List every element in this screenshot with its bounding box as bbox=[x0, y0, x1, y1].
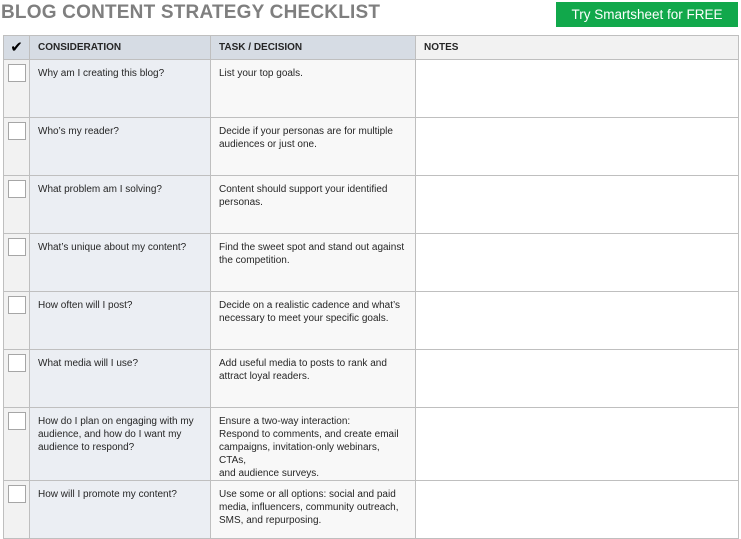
row-checkbox[interactable] bbox=[8, 122, 26, 140]
header-row bbox=[4, 36, 739, 60]
notes-cell[interactable] bbox=[416, 60, 738, 67]
table-row bbox=[4, 350, 739, 408]
table-row bbox=[4, 118, 739, 176]
row-checkbox[interactable] bbox=[8, 485, 26, 503]
task-cell: Decide if your personas are for multiple audiences or just one. bbox=[219, 126, 393, 150]
checklist-table bbox=[3, 35, 739, 539]
table-row bbox=[4, 176, 739, 234]
consideration-header: CONSIDERATION bbox=[30, 36, 211, 60]
consideration-cell: Who’s my reader? bbox=[38, 126, 119, 137]
check-column-header bbox=[4, 36, 30, 60]
consideration-cell: How do I plan on engaging with my audience, and how do I want my audience to respond? bbox=[38, 416, 194, 453]
row-checkbox[interactable] bbox=[8, 354, 26, 372]
consideration-cell: What’s unique about my content? bbox=[38, 242, 187, 253]
checkmark-icon: ✔ bbox=[10, 38, 23, 56]
row-checkbox[interactable] bbox=[8, 64, 26, 82]
notes-cell[interactable] bbox=[416, 408, 738, 415]
consideration-cell: What media will I use? bbox=[38, 358, 139, 369]
table-row bbox=[4, 481, 739, 539]
row-checkbox[interactable] bbox=[8, 238, 26, 256]
task-cell: Decide on a realistic cadence and what’s necessary to meet your specific goals. bbox=[219, 300, 401, 324]
consideration-cell: How will I promote my content? bbox=[38, 489, 177, 500]
table-row bbox=[4, 60, 739, 118]
task-cell: Use some or all options: social and paid media, influencers, community outreach, SMS, and repurposing. bbox=[219, 489, 399, 526]
page-title: BLOG CONTENT STRATEGY CHECKLIST bbox=[1, 2, 381, 23]
consideration-cell: How often will I post? bbox=[38, 300, 133, 311]
notes-cell[interactable] bbox=[416, 176, 738, 183]
task-cell: Find the sweet spot and stand out against the competition. bbox=[219, 242, 405, 266]
table-row bbox=[4, 408, 739, 481]
notes-cell[interactable] bbox=[416, 292, 738, 299]
task-cell: Ensure a two-way interaction: Respond to comments, and create email campaigns, invitation-only webinars, CTAs, and audience surveys. bbox=[219, 416, 399, 479]
task-cell: List your top goals. bbox=[219, 68, 303, 79]
notes-cell[interactable] bbox=[416, 234, 738, 241]
notes-cell[interactable] bbox=[416, 118, 738, 125]
task-cell: Add useful media to posts to rank and attract loyal readers. bbox=[219, 358, 387, 382]
task-cell: Content should support your identified personas. bbox=[219, 184, 388, 208]
consideration-cell: Why am I creating this blog? bbox=[38, 68, 165, 79]
consideration-cell: What problem am I solving? bbox=[38, 184, 162, 195]
notes-cell[interactable] bbox=[416, 481, 738, 488]
row-checkbox[interactable] bbox=[8, 180, 26, 198]
row-checkbox[interactable] bbox=[8, 296, 26, 314]
task-decision-header: TASK / DECISION bbox=[211, 36, 416, 60]
table-row bbox=[4, 234, 739, 292]
table-row bbox=[4, 292, 739, 350]
try-smartsheet-button[interactable]: Try Smartsheet for FREE bbox=[556, 2, 738, 27]
notes-cell[interactable] bbox=[416, 350, 738, 357]
notes-header: NOTES bbox=[416, 36, 739, 60]
row-checkbox[interactable] bbox=[8, 412, 26, 430]
